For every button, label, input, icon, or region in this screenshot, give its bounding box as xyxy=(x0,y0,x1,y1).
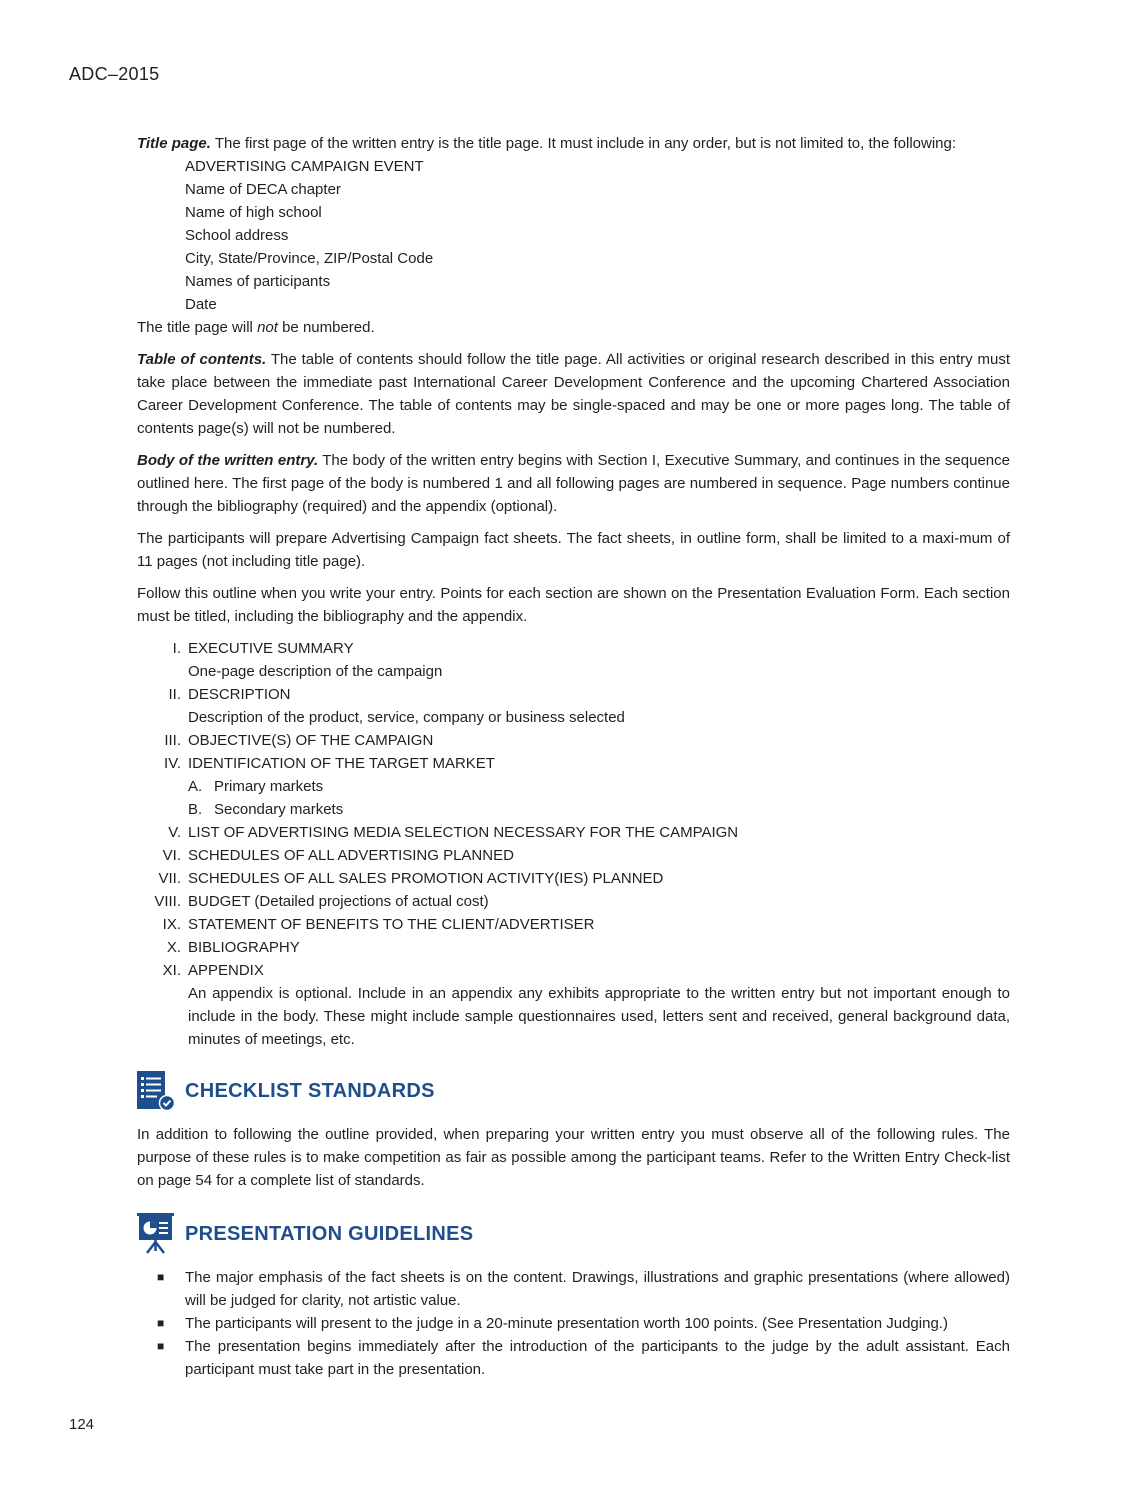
outline-title: STATEMENT OF BENEFITS TO THE CLIENT/ADVERTISER xyxy=(188,916,595,933)
outline-number: II. xyxy=(168,686,181,703)
document-code: ADC–2015 xyxy=(69,64,160,84)
entry-outline xyxy=(137,637,1010,1051)
title-page-item: Names of participants xyxy=(185,273,331,290)
emphasis-not: not xyxy=(257,319,278,336)
presentation-title: PRESENTATION GUIDELINES xyxy=(185,1222,474,1245)
page-number: 124 xyxy=(69,1416,95,1433)
checklist-icon xyxy=(137,1071,175,1111)
outline-description: An appendix is optional. Include in an appendix any exhibits appropriate to the written entry but not important enough to include in the body. These might include sample questionnaires used, letters sent and received, general background data, minutes of meetings, etc. xyxy=(188,985,1010,1048)
outline-title: SCHEDULES OF ALL ADVERTISING PLANNED xyxy=(188,847,514,864)
bullet-text: The participants will present to the judge in a 20-minute presentation worth 100 points. (See Presentation Judging.) xyxy=(185,1315,948,1332)
bullet-text: The major emphasis of the fact sheets is on the content. Drawings, illustrations and graphic presentations (where allowed) will be judged for clarity, not artistic value. xyxy=(185,1269,1010,1309)
outline-item xyxy=(137,913,1010,936)
title-page-item: Name of high school xyxy=(185,204,322,221)
outline-item xyxy=(137,936,1010,959)
bullet-item xyxy=(137,1312,1010,1335)
outline-subitem-text: Primary markets xyxy=(214,778,324,795)
body-entry-paragraph xyxy=(137,449,1010,518)
bullet-item xyxy=(137,1335,1010,1381)
outline-title: SCHEDULES OF ALL SALES PROMOTION ACTIVITY(IES) PLANNED xyxy=(188,870,664,887)
toc-paragraph xyxy=(137,348,1010,440)
outline-number: I. xyxy=(172,640,181,657)
title-page-paragraph xyxy=(137,132,1010,155)
presentation-board-icon xyxy=(137,1213,175,1255)
outline-number: VII. xyxy=(158,870,181,887)
title-page-items xyxy=(137,155,1010,316)
bullet-square-icon: ■ xyxy=(157,1316,165,1330)
title-page-item: School address xyxy=(185,227,289,244)
bullet-square-icon: ■ xyxy=(157,1270,165,1284)
outline-title: BIBLIOGRAPHY xyxy=(188,939,300,956)
fact-sheets-paragraph: The participants will prepare Advertising Campaign fact sheets. The fact sheets, in outline form, shall be limited to a maxi-mum of 11 pages (not including title page). xyxy=(137,530,1010,570)
outline-title: EXECUTIVE SUMMARY xyxy=(188,640,354,657)
outline-number: IX. xyxy=(162,916,181,933)
title-page-item: Name of DECA chapter xyxy=(185,181,341,198)
outline-title: LIST OF ADVERTISING MEDIA SELECTION NECESSARY FOR THE CAMPAIGN xyxy=(188,824,739,841)
title-page-item: ADVERTISING CAMPAIGN EVENT xyxy=(185,158,424,175)
outline-subitem-text: Secondary markets xyxy=(214,801,344,818)
title-page-note: The title page will not be numbered. xyxy=(137,319,375,336)
outline-item xyxy=(137,821,1010,844)
outline-letter: B. xyxy=(188,801,203,818)
presentation-heading xyxy=(137,1214,1010,1254)
outline-letter: A. xyxy=(188,778,203,795)
outline-item xyxy=(137,729,1010,752)
outline-item xyxy=(137,683,1010,706)
checklist-paragraph: In addition to following the outline provided, when preparing your written entry you must observe all of the following rules. The purpose of these rules is to make competition as fair as possible among the participant teams. Refer to the Written Entry Check-list on page 54 for a complete list of standards. xyxy=(137,1126,1010,1189)
outline-number: XI. xyxy=(162,962,181,979)
outline-subitem xyxy=(137,798,1010,821)
outline-number: X. xyxy=(166,939,181,956)
body-entry-lead: Body of the written entry. xyxy=(137,452,319,469)
page-content xyxy=(137,132,1010,1381)
presentation-bullets xyxy=(137,1266,1010,1381)
title-page-item: Date xyxy=(185,296,217,313)
checklist-title: CHECKLIST STANDARDS xyxy=(185,1079,435,1102)
outline-item xyxy=(137,637,1010,660)
outline-item xyxy=(137,890,1010,913)
outline-title: DESCRIPTION xyxy=(188,686,291,703)
bullet-item xyxy=(137,1266,1010,1312)
outline-number: III. xyxy=(164,732,181,749)
title-page-lead: Title page. xyxy=(137,135,211,152)
toc-lead: Table of contents. xyxy=(137,351,267,368)
outline-item xyxy=(137,752,1010,775)
outline-item xyxy=(137,867,1010,890)
title-page-item: City, State/Province, ZIP/Postal Code xyxy=(185,250,434,267)
outline-number: VIII. xyxy=(154,893,181,910)
outline-title: OBJECTIVE(S) OF THE CAMPAIGN xyxy=(188,732,434,749)
title-page-text: The first page of the written entry is the title page. It must include in any order, but is not limited to, the following: xyxy=(210,135,957,152)
body-entry-text: The body of the written entry begins with Section I, Executive Summary, and continues in the sequence outlined here. The first page of the body is numbered 1 and all following pages are numbered in sequence. Page numbers continue through the bibliography (required) and the appendix (optional). xyxy=(137,452,1010,515)
outline-title: IDENTIFICATION OF THE TARGET MARKET xyxy=(188,755,495,772)
outline-subitem xyxy=(137,775,1010,798)
bullet-square-icon: ■ xyxy=(157,1339,165,1353)
outline-title: BUDGET (Detailed projections of actual cost) xyxy=(188,893,489,910)
outline-intro-paragraph: Follow this outline when you write your entry. Points for each section are shown on the Presentation Evaluation Form. Each section must be titled, including the bibliography and the appendix. xyxy=(137,585,1010,625)
toc-text: The table of contents should follow the title page. All activities or original research described in this entry must take place between the immediate past International Career Development Conference and the upcoming Chartered Association Career Development Conference. The table of contents may be single-spaced and may be one or more pages long. The table of contents page(s) will not be numbered. xyxy=(137,351,1010,437)
outline-number: VI. xyxy=(162,847,181,864)
outline-description: Description of the product, service, company or business selected xyxy=(188,709,625,726)
outline-title: APPENDIX xyxy=(188,962,264,979)
outline-number: V. xyxy=(168,824,181,841)
outline-item xyxy=(137,844,1010,867)
checklist-heading xyxy=(137,1071,1010,1111)
outline-number: IV. xyxy=(164,755,181,772)
bullet-text: The presentation begins immediately after the introduction of the participants to the judge by the adult assistant. Each participant must take part in the presentation. xyxy=(185,1338,1010,1378)
outline-item xyxy=(137,959,1010,982)
outline-description: One-page description of the campaign xyxy=(188,663,443,680)
